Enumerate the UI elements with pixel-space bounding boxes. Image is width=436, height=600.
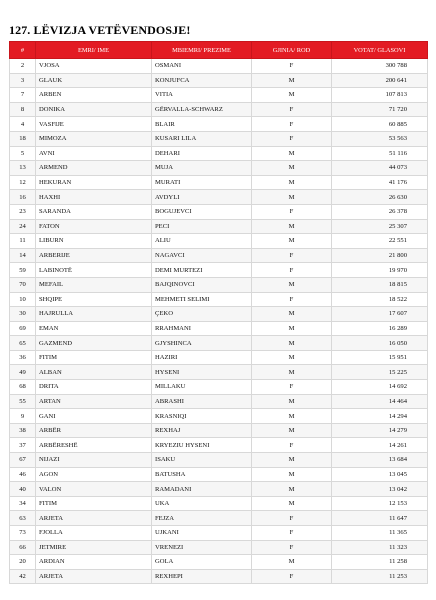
table-row [10, 307, 428, 322]
cell-gender: M [252, 365, 332, 380]
cell-first-name: ARDIAN [36, 555, 152, 570]
cell-votes: 21 800 [332, 248, 428, 263]
cell-gender: M [252, 73, 332, 88]
cell-last-name: HYSENI [152, 365, 252, 380]
table-row [10, 336, 428, 351]
cell-number: 8 [10, 102, 36, 117]
table-header [10, 42, 428, 59]
table-row [10, 482, 428, 497]
cell-votes: 41 176 [332, 175, 428, 190]
cell-last-name: GJYSHINCA [152, 336, 252, 351]
cell-gender: F [252, 204, 332, 219]
cell-votes: 51 116 [332, 146, 428, 161]
cell-first-name: ARBERIJE [36, 248, 152, 263]
header-gender: GJINIA/ ROD [252, 42, 332, 59]
cell-first-name: HAJRULLA [36, 307, 152, 322]
cell-first-name: ARJETA [36, 569, 152, 584]
cell-first-name: NIJAZI [36, 453, 152, 468]
cell-votes: 13 045 [332, 467, 428, 482]
cell-number: 13 [10, 161, 36, 176]
table-row [10, 190, 428, 205]
table-row [10, 555, 428, 570]
cell-votes: 26 378 [332, 204, 428, 219]
cell-first-name: ARBEN [36, 88, 152, 103]
cell-first-name: ALBAN [36, 365, 152, 380]
table-row [10, 380, 428, 395]
cell-last-name: DEMI MURTEZI [152, 263, 252, 278]
cell-number: 36 [10, 350, 36, 365]
table-row [10, 73, 428, 88]
cell-first-name: GLAUK [36, 73, 152, 88]
cell-number: 38 [10, 423, 36, 438]
cell-gender: F [252, 511, 332, 526]
cell-votes: 12 153 [332, 496, 428, 511]
cell-votes: 300 788 [332, 59, 428, 74]
cell-votes: 200 641 [332, 73, 428, 88]
cell-gender: M [252, 555, 332, 570]
cell-number: 18 [10, 131, 36, 146]
cell-gender: M [252, 219, 332, 234]
cell-first-name: EMAN [36, 321, 152, 336]
cell-number: 65 [10, 336, 36, 351]
cell-votes: 11 365 [332, 526, 428, 541]
cell-last-name: BLAIR [152, 117, 252, 132]
table-row [10, 569, 428, 584]
table-row [10, 234, 428, 249]
cell-gender: F [252, 117, 332, 132]
cell-votes: 14 692 [332, 380, 428, 395]
cell-votes: 19 970 [332, 263, 428, 278]
cell-gender: M [252, 467, 332, 482]
cell-first-name: VASFIJE [36, 117, 152, 132]
cell-first-name: MIMOZA [36, 131, 152, 146]
cell-number: 67 [10, 453, 36, 468]
cell-number: 10 [10, 292, 36, 307]
table-row [10, 292, 428, 307]
cell-last-name: BOGUJEVCI [152, 204, 252, 219]
cell-first-name: ARTAN [36, 394, 152, 409]
table-row [10, 248, 428, 263]
cell-number: 59 [10, 263, 36, 278]
cell-last-name: HAZIRI [152, 350, 252, 365]
table-row [10, 423, 428, 438]
cell-last-name: FEJZA [152, 511, 252, 526]
cell-number: 9 [10, 409, 36, 424]
cell-gender: F [252, 292, 332, 307]
cell-votes: 14 279 [332, 423, 428, 438]
cell-votes: 14 464 [332, 394, 428, 409]
cell-votes: 60 885 [332, 117, 428, 132]
cell-number: 40 [10, 482, 36, 497]
cell-gender: F [252, 263, 332, 278]
cell-votes: 107 813 [332, 88, 428, 103]
cell-number: 73 [10, 526, 36, 541]
cell-number: 16 [10, 190, 36, 205]
cell-gender: M [252, 88, 332, 103]
document-title: 127. LËVIZJA VETËVENDOSJE! [9, 23, 191, 37]
cell-votes: 26 630 [332, 190, 428, 205]
cell-gender: M [252, 175, 332, 190]
cell-votes: 16 050 [332, 336, 428, 351]
cell-gender: F [252, 102, 332, 117]
cell-number: 49 [10, 365, 36, 380]
cell-gender: M [252, 394, 332, 409]
cell-votes: 11 647 [332, 511, 428, 526]
cell-last-name: GOLA [152, 555, 252, 570]
cell-first-name: FJOLLA [36, 526, 152, 541]
header-number: # [10, 42, 36, 59]
table-row [10, 321, 428, 336]
cell-gender: M [252, 336, 332, 351]
cell-first-name: MEFAIL [36, 277, 152, 292]
table-row [10, 277, 428, 292]
cell-last-name: RRAHMANI [152, 321, 252, 336]
cell-number: 68 [10, 380, 36, 395]
cell-first-name: DONIKA [36, 102, 152, 117]
cell-number: 46 [10, 467, 36, 482]
cell-first-name: SHQIPE [36, 292, 152, 307]
cell-last-name: BATUSHA [152, 467, 252, 482]
cell-number: 69 [10, 321, 36, 336]
cell-number: 24 [10, 219, 36, 234]
table-row [10, 102, 428, 117]
cell-votes: 16 289 [332, 321, 428, 336]
cell-number: 4 [10, 117, 36, 132]
cell-last-name: ISAKU [152, 453, 252, 468]
cell-first-name: GANI [36, 409, 152, 424]
cell-gender: F [252, 131, 332, 146]
cell-first-name: FATON [36, 219, 152, 234]
cell-number: 42 [10, 569, 36, 584]
cell-votes: 71 720 [332, 102, 428, 117]
header-row [10, 42, 428, 59]
cell-first-name: AGON [36, 467, 152, 482]
cell-last-name: KUSARI LILA [152, 131, 252, 146]
cell-number: 30 [10, 307, 36, 322]
cell-number: 63 [10, 511, 36, 526]
cell-last-name: GËRVALLA-SCHWARZ [152, 102, 252, 117]
cell-first-name: HEKURAN [36, 175, 152, 190]
cell-last-name: REXHEPI [152, 569, 252, 584]
cell-gender: M [252, 423, 332, 438]
cell-gender: M [252, 234, 332, 249]
cell-first-name: FITIM [36, 496, 152, 511]
table-row [10, 175, 428, 190]
table-row [10, 117, 428, 132]
cell-last-name: OSMANI [152, 59, 252, 74]
cell-first-name: LIBURN [36, 234, 152, 249]
cell-gender: F [252, 59, 332, 74]
cell-first-name: HAXHI [36, 190, 152, 205]
table-row [10, 540, 428, 555]
cell-votes: 15 951 [332, 350, 428, 365]
cell-number: 66 [10, 540, 36, 555]
header-first-name: EMRI/ IME [36, 42, 152, 59]
cell-votes: 15 225 [332, 365, 428, 380]
header-last-name: MBIEMRI/ PREZIME [152, 42, 252, 59]
cell-last-name: MEHMETI SELIMI [152, 292, 252, 307]
table-row [10, 146, 428, 161]
candidate-results-table [9, 41, 428, 584]
table-row [10, 394, 428, 409]
cell-votes: 13 042 [332, 482, 428, 497]
cell-first-name: VJOSA [36, 59, 152, 74]
cell-last-name: VRENEZI [152, 540, 252, 555]
cell-first-name: SARANDA [36, 204, 152, 219]
cell-last-name: PECI [152, 219, 252, 234]
table-row [10, 526, 428, 541]
cell-last-name: UJKANI [152, 526, 252, 541]
cell-last-name: BAJQINOVCI [152, 277, 252, 292]
cell-votes: 25 307 [332, 219, 428, 234]
table-row [10, 131, 428, 146]
cell-votes: 22 551 [332, 234, 428, 249]
cell-last-name: KRASNIQI [152, 409, 252, 424]
cell-gender: F [252, 540, 332, 555]
cell-last-name: MILLAKU [152, 380, 252, 395]
cell-last-name: NAGAVCI [152, 248, 252, 263]
cell-votes: 11 323 [332, 540, 428, 555]
cell-first-name: DRITA [36, 380, 152, 395]
table-row [10, 263, 428, 278]
table-row [10, 453, 428, 468]
cell-last-name: AVDYLI [152, 190, 252, 205]
cell-gender: M [252, 277, 332, 292]
cell-last-name: UKA [152, 496, 252, 511]
cell-votes: 18 815 [332, 277, 428, 292]
cell-number: 3 [10, 73, 36, 88]
table-row [10, 161, 428, 176]
cell-gender: M [252, 190, 332, 205]
cell-number: 23 [10, 204, 36, 219]
cell-first-name: ARBËR [36, 423, 152, 438]
cell-last-name: MUJA [152, 161, 252, 176]
cell-votes: 18 522 [332, 292, 428, 307]
cell-last-name: KONJUFCA [152, 73, 252, 88]
cell-first-name: ARJETA [36, 511, 152, 526]
cell-last-name: ALIU [152, 234, 252, 249]
cell-last-name: ABRASHI [152, 394, 252, 409]
cell-number: 12 [10, 175, 36, 190]
cell-number: 37 [10, 438, 36, 453]
table-row [10, 365, 428, 380]
cell-first-name: AVNI [36, 146, 152, 161]
table-row [10, 204, 428, 219]
cell-number: 14 [10, 248, 36, 263]
cell-votes: 17 607 [332, 307, 428, 322]
cell-first-name: FITIM [36, 350, 152, 365]
table-row [10, 409, 428, 424]
cell-gender: F [252, 569, 332, 584]
table-row [10, 350, 428, 365]
cell-gender: M [252, 146, 332, 161]
cell-votes: 53 563 [332, 131, 428, 146]
table-row [10, 88, 428, 103]
cell-votes: 13 684 [332, 453, 428, 468]
cell-last-name: MURATI [152, 175, 252, 190]
cell-number: 5 [10, 146, 36, 161]
cell-gender: M [252, 161, 332, 176]
cell-gender: M [252, 409, 332, 424]
table-row [10, 467, 428, 482]
cell-number: 20 [10, 555, 36, 570]
cell-number: 2 [10, 59, 36, 74]
table-row [10, 219, 428, 234]
cell-gender: F [252, 248, 332, 263]
cell-gender: F [252, 380, 332, 395]
cell-number: 70 [10, 277, 36, 292]
cell-first-name: ARMEND [36, 161, 152, 176]
cell-first-name: JETMIRE [36, 540, 152, 555]
cell-number: 55 [10, 394, 36, 409]
cell-gender: M [252, 321, 332, 336]
cell-gender: M [252, 496, 332, 511]
header-votes: VOTAT/ GLASOVI [332, 42, 428, 59]
cell-votes: 14 261 [332, 438, 428, 453]
cell-number: 34 [10, 496, 36, 511]
cell-gender: M [252, 453, 332, 468]
cell-votes: 11 253 [332, 569, 428, 584]
cell-last-name: RAMADANI [152, 482, 252, 497]
cell-gender: M [252, 350, 332, 365]
cell-gender: F [252, 438, 332, 453]
cell-number: 11 [10, 234, 36, 249]
cell-first-name: GAZMEND [36, 336, 152, 351]
cell-first-name: VALON [36, 482, 152, 497]
table-row [10, 511, 428, 526]
cell-votes: 14 294 [332, 409, 428, 424]
cell-votes: 44 073 [332, 161, 428, 176]
cell-last-name: REXHAJ [152, 423, 252, 438]
cell-last-name: VITIA [152, 88, 252, 103]
cell-gender: M [252, 482, 332, 497]
cell-last-name: KRYEZIU HYSENI [152, 438, 252, 453]
table-row [10, 438, 428, 453]
table-row [10, 59, 428, 74]
cell-first-name: LABINOTË [36, 263, 152, 278]
table-row [10, 496, 428, 511]
cell-votes: 11 258 [332, 555, 428, 570]
cell-first-name: ARBËRESHË [36, 438, 152, 453]
table-body [10, 59, 428, 584]
cell-gender: M [252, 307, 332, 322]
cell-last-name: DEHARI [152, 146, 252, 161]
cell-number: 7 [10, 88, 36, 103]
cell-gender: F [252, 526, 332, 541]
cell-last-name: ÇEKO [152, 307, 252, 322]
